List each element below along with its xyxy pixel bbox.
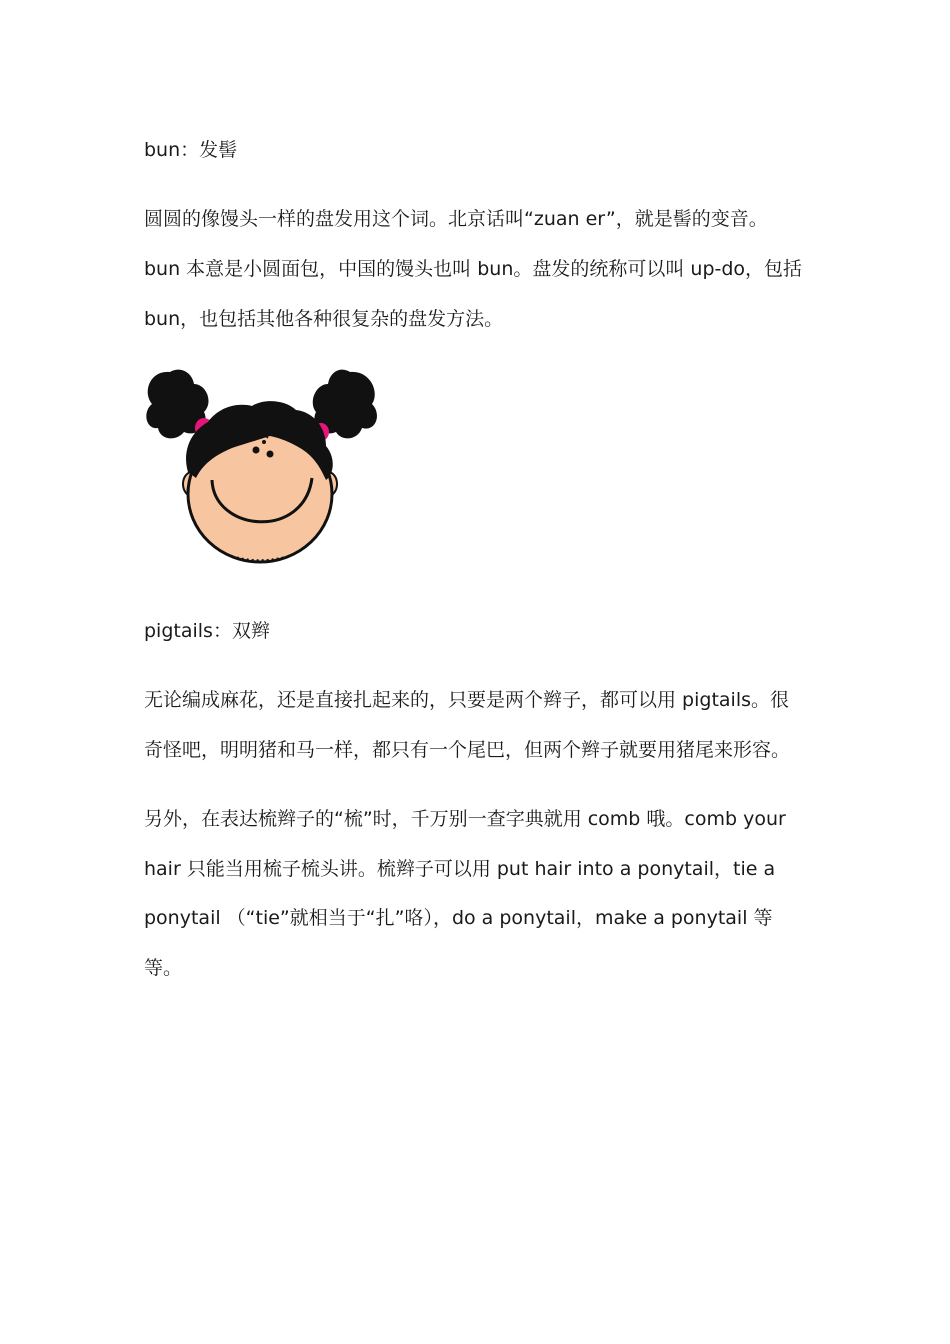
girl-with-pigtails-icon xyxy=(140,362,385,570)
right-eye xyxy=(267,451,274,458)
left-eye xyxy=(253,447,260,454)
pigtails-paragraph-2-line-4: 等。 xyxy=(144,957,183,979)
bun-paragraph-line-1: 圆圆的像馒头一样的盘发用这个词。北京话叫“zuan er”，就是髻的变音。 xyxy=(144,208,768,230)
bun-paragraph-line-3: bun，也包括其他各种很复杂的盘发方法。 xyxy=(144,308,504,330)
pigtails-paragraph-1-line-1: 无论编成麻花，还是直接扎起来的，只要是两个辫子，都可以用 pigtails。很 xyxy=(144,689,789,711)
pigtails-paragraph-2-line-3: ponytail （“tie”就相当于“扎”咯），do a ponytail，make a ponytail 等 xyxy=(144,907,773,929)
bun-paragraph-line-2: bun 本意是小圆面包，中国的馒头也叫 bun。盘发的统称可以叫 up-do，包括 xyxy=(144,258,803,280)
bun-heading: bun：发髻 xyxy=(144,139,238,161)
pigtails-heading: pigtails：双辫 xyxy=(144,620,270,642)
pigtails-paragraph-2-line-2: hair 只能当用梳子梳头讲。梳辫子可以用 put hair into a ponytail，tie a xyxy=(144,858,776,880)
pigtails-paragraph-1-line-2: 奇怪吧，明明猪和马一样，都只有一个尾巴，但两个辫子就要用猪尾来形容。 xyxy=(144,739,791,761)
pigtails-paragraph-2-line-1: 另外，在表达梳辫子的“梳”时，千万别一查字典就用 comb 哦。comb your xyxy=(144,808,786,830)
